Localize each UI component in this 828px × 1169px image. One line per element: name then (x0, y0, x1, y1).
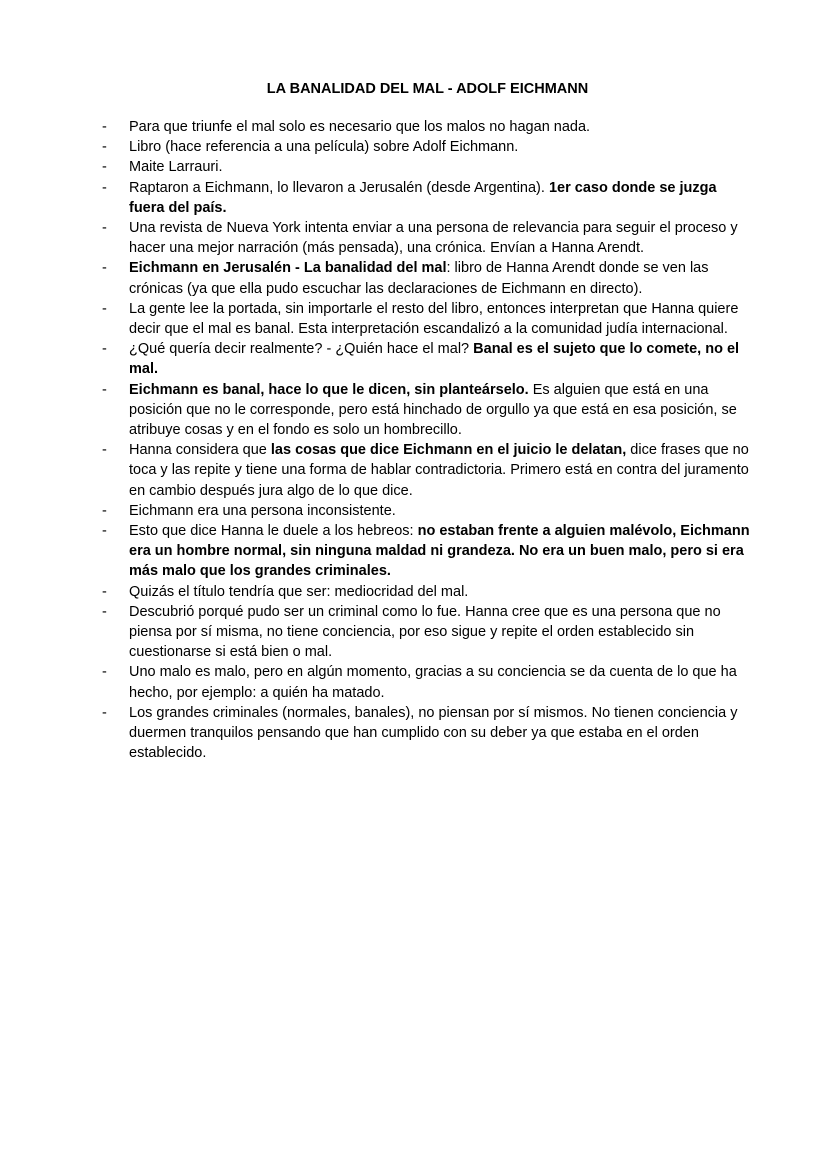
bullet-dash: - (102, 300, 107, 317)
document-title: LA BANALIDAD DEL MAL - ADOLF EICHMANN (266, 81, 589, 97)
list-item (99, 157, 756, 177)
bullet-dash: - (102, 119, 107, 135)
bullet-dash: - (102, 381, 107, 398)
item-text: Uno malo es malo, pero en algún momento, gracias a su conciencia se da cuenta de lo que ha hecho, por ejemplo: a quién ha matado. (129, 664, 737, 701)
item-text: Eichmann era una persona inconsistente. (129, 502, 396, 519)
item-text: Los grandes criminales (normales, banales), no piensan por sí mismos. No tienen conciencia y duermen tranquilos pensando que han cumplido con su deber ya que estaba en el orden establecido. (129, 704, 738, 762)
list-item (99, 218, 756, 258)
item-text: Libro (hace referencia a una película) sobre Adolf Eichmann. (129, 139, 519, 156)
item-text: Esto que dice Hanna le duele a los hebreos: (129, 523, 418, 540)
list-item (99, 440, 756, 501)
item-text: Raptaron a Eichmann, lo llevaron a Jerusalén (desde Argentina). (129, 179, 549, 196)
list-item (99, 582, 756, 602)
item-text: dice frases que no toca y las repite y tiene una forma de hablar contradictoria. Primero está en contra del juramento en cambio después jura algo de lo que dice. (129, 442, 749, 499)
bold-text: 1er caso donde se juzga fuera del país. (129, 179, 717, 216)
item-text: : libro de Hanna Arendt donde se ven las crónicas (ya que ella pudo escuchar las declaraciones de Eichmann en directo). (129, 260, 709, 297)
list-item (99, 662, 756, 702)
bullet-dash: - (102, 260, 107, 277)
item-text: Descubrió porqué pudo ser un criminal como lo fue. Hanna cree que es una persona que no piensa por sí misma, no tiene conciencia, por eso sigue y repite el orden establecido sin cuestionarse si está bien o mal. (129, 603, 721, 661)
bullet-dash: - (102, 603, 107, 620)
bullet-dash: - (102, 664, 107, 681)
item-text: Maite Larrauri. (129, 159, 223, 176)
list-item (99, 521, 756, 582)
bold-text: las cosas que dice Eichmann en el juicio le delatan, (270, 442, 627, 459)
bullet-dash: - (102, 139, 107, 156)
bullet-dash: - (102, 159, 107, 176)
bullet-dash: - (102, 502, 107, 519)
bold-text: Banal es el sujeto que lo comete, no el mal. (129, 341, 740, 378)
list-item (99, 299, 756, 339)
list-item (99, 602, 756, 663)
bold-text: no estaban frente a alguien malévolo, Eichmann era un hombre normal, sin ninguna maldad ni grandeza. No era un buen malo, pero si era más malo que los grandes criminales. (129, 523, 750, 580)
bullet-dash: - (102, 341, 107, 358)
item-text: ¿Qué quería decir realmente? - ¿Quién hace el mal? (129, 341, 474, 358)
bullet-dash: - (102, 523, 107, 540)
bullet-list (99, 117, 756, 764)
bullet-dash: - (102, 442, 107, 459)
list-item (99, 117, 756, 137)
item-text: La gente lee la portada, sin importarle el resto del libro, entonces interpretan que Hanna quiere decir que el mal es banal. Esta interpretación escandalizó a la comunidad judía internacional. (129, 300, 739, 338)
bullet-dash: - (102, 583, 107, 600)
bullet-dash: - (102, 704, 107, 721)
list-item (99, 178, 756, 218)
item-text: Quizás el título tendría que ser: mediocridad del mal. (129, 583, 469, 600)
list-item (99, 380, 756, 441)
bold-text: Eichmann es banal, hace lo que le dicen, sin planteárselo. (129, 381, 529, 398)
item-text: Hanna considera que (129, 442, 271, 459)
item-text: Para que triunfe el mal solo es necesario que los malos no hagan nada. (129, 119, 591, 135)
item-text: Una revista de Nueva York intenta enviar a una persona de relevancia para seguir el proceso y hacer una mejor narración (más pensada), una crónica. Envían a Hanna Arendt. (129, 220, 738, 257)
list-item (99, 339, 756, 379)
item-text: Es alguien que está en una posición que no le corresponde, pero está hinchado de orgullo ya que está en esa posición, se atribuye cosas y en el fondo es solo un hombrecillo. (129, 381, 737, 439)
bullet-dash: - (102, 220, 107, 237)
bullet-dash: - (102, 179, 107, 196)
list-item (99, 501, 756, 521)
bold-text: Eichmann en Jerusalén - La banalidad del mal (129, 260, 447, 277)
list-item (99, 703, 756, 764)
list-item (99, 258, 756, 298)
list-item (99, 137, 756, 157)
